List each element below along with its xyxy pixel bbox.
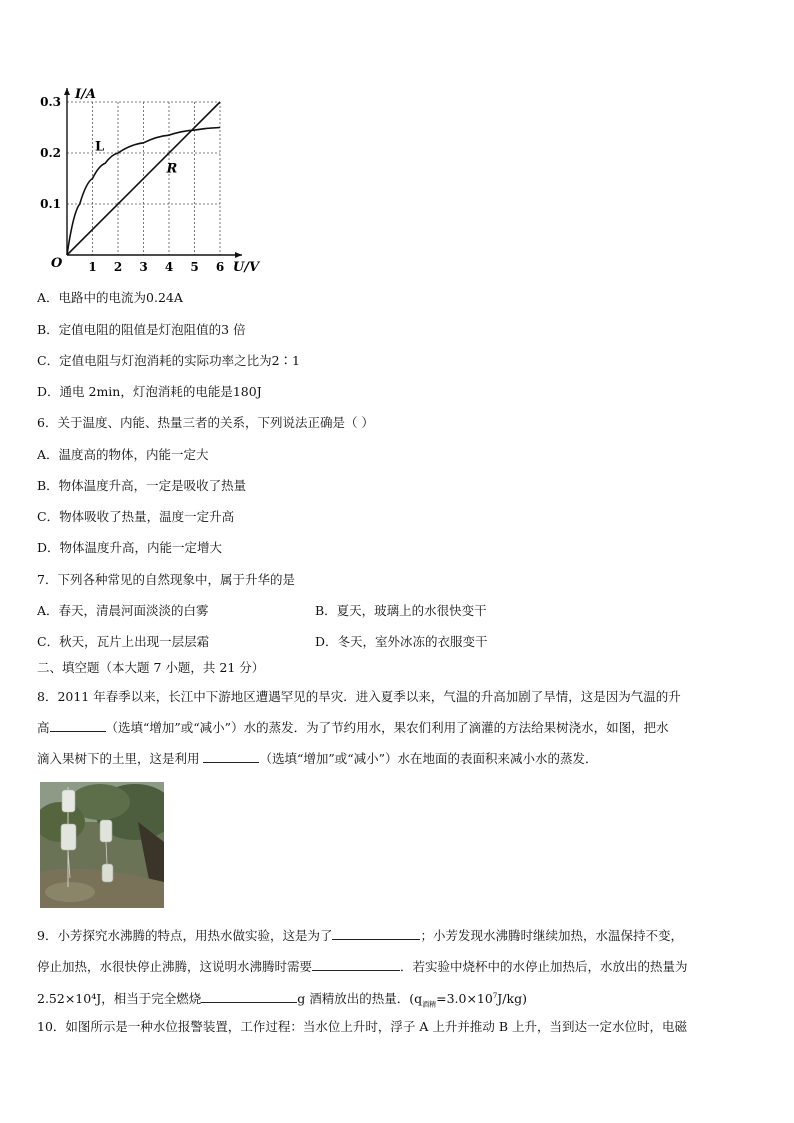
q9-text: g 酒精放出的热量．(q (297, 991, 423, 1007)
y-axis-label: I/A (75, 87, 96, 102)
q8-text: （选填“增加”或“减小”）水的蒸发．为了节约用水，果农们利用了滴灌的方法给果树浇水，如图，把水 (105, 720, 669, 735)
q6-option-c: C．物体吸收了热量，温度一定升高 (37, 509, 235, 524)
q9-line1 (37, 927, 683, 944)
graph-axes (64, 88, 242, 258)
section-heading: 二、填空题（本大题 7 小题，共 21 分） (37, 660, 265, 675)
q8-text: 高 (37, 720, 50, 735)
q9-text: 2.52×10⁴J，相当于完全燃烧 (37, 991, 202, 1007)
q9-text: J/kg) (497, 991, 527, 1007)
q9-subscript: 酒精 (422, 1000, 437, 1009)
drip-irrigation-photo (40, 782, 164, 908)
x-tick-label: 5 (190, 260, 199, 274)
q5-option-d: D．通电 2min，灯泡消耗的电能是180J (37, 384, 262, 399)
x-tick-label: 6 (215, 260, 225, 274)
q9-line2 (37, 958, 688, 975)
series-label-R: R (166, 161, 178, 177)
q10-line1: 10．如图所示是一种水位报警装置，工作过程：当水位上升时，浮子 A 上升并推动 B 上升，当到达一定水位时，电磁 (37, 1019, 688, 1034)
x-axis-arrow (235, 252, 242, 258)
q9-text: 停止加热，水很快停止沸腾，这说明水沸腾时需要 (37, 959, 313, 974)
q5-option-a: A．电路中的电流为0.24A (37, 290, 183, 305)
q6-option-d: D．物体温度升高，内能一定增大 (37, 540, 223, 555)
q7-stem: 7．下列各种常见的自然现象中，属于升华的是 (37, 572, 295, 587)
y-tick-label: 0.2 (40, 146, 61, 160)
q8-blank-1[interactable] (50, 719, 106, 732)
graph-labels (40, 87, 261, 275)
q5-option-c: C．定值电阻与灯泡消耗的实际功率之比为2∶1 (37, 353, 300, 368)
graph-series (67, 102, 220, 255)
q6-option-b: B．物体温度升高，一定是吸收了热量 (37, 478, 247, 493)
q5-option-b: B．定值电阻的阻值是灯泡阻值的3 倍 (37, 322, 246, 337)
q8-text: 滴入果树下的土里，这是利用 (37, 751, 204, 766)
q9-line3 (37, 988, 527, 1013)
q7-option-b: B．夏天，玻璃上的水很快变干 (315, 603, 487, 618)
q6-stem: 6．关于温度、内能、热量三者的关系，下列说法正确是（ ） (37, 415, 374, 430)
q9-text: ．若实验中烧杯中的水停止加热后，水放出的热量为 (400, 959, 688, 974)
q8-line3 (37, 750, 598, 767)
q9-text: ；小芳发现水沸腾时继续加热，水温保持不变， (420, 928, 683, 943)
y-tick-label: 0.1 (40, 197, 61, 211)
series-line-R (67, 102, 220, 255)
iu-graph (30, 80, 290, 280)
q6-option-a: A．温度高的物体，内能一定大 (37, 447, 209, 462)
q9-text: 9．小芳探究水沸腾的特点，用热水做实验，这是为了 (37, 928, 333, 943)
q8-blank-2[interactable] (203, 750, 259, 763)
series-label-L: L (95, 139, 105, 155)
x-tick-label: 3 (139, 260, 148, 274)
q9-blank-2[interactable] (312, 958, 400, 971)
x-tick-label: 1 (88, 260, 97, 274)
x-tick-label: 4 (164, 260, 174, 274)
y-tick-label: 0.3 (40, 95, 61, 109)
q7-option-c: C．秋天，瓦片上出现一层层霜 (37, 634, 210, 649)
q8-line2 (37, 719, 669, 736)
y-axis-arrow (64, 88, 70, 95)
origin-label: O (51, 256, 63, 271)
q9-superscript: 7 (492, 992, 498, 1000)
q8-text: （选填“增加”或“减小”）水在地面的表面积来减小水的蒸发． (259, 751, 598, 766)
q8-line1: 8．2011 年春季以来，长江中下游地区遭遇罕见的旱灾．进入夏季以来，气温的升高加剧了旱情，这是因为气温的升 (37, 689, 681, 704)
q9-blank-3[interactable] (201, 990, 297, 1003)
q9-blank-1[interactable] (332, 927, 420, 940)
q7-option-d: D．冬天，室外冰冻的衣服变干 (315, 634, 488, 649)
x-axis-label: U/V (232, 260, 260, 275)
q7-option-a: A．春天，清晨河面淡淡的白雾 (37, 603, 209, 618)
q9-text: =3.0×10 (436, 991, 493, 1007)
x-tick-label: 2 (113, 260, 123, 274)
